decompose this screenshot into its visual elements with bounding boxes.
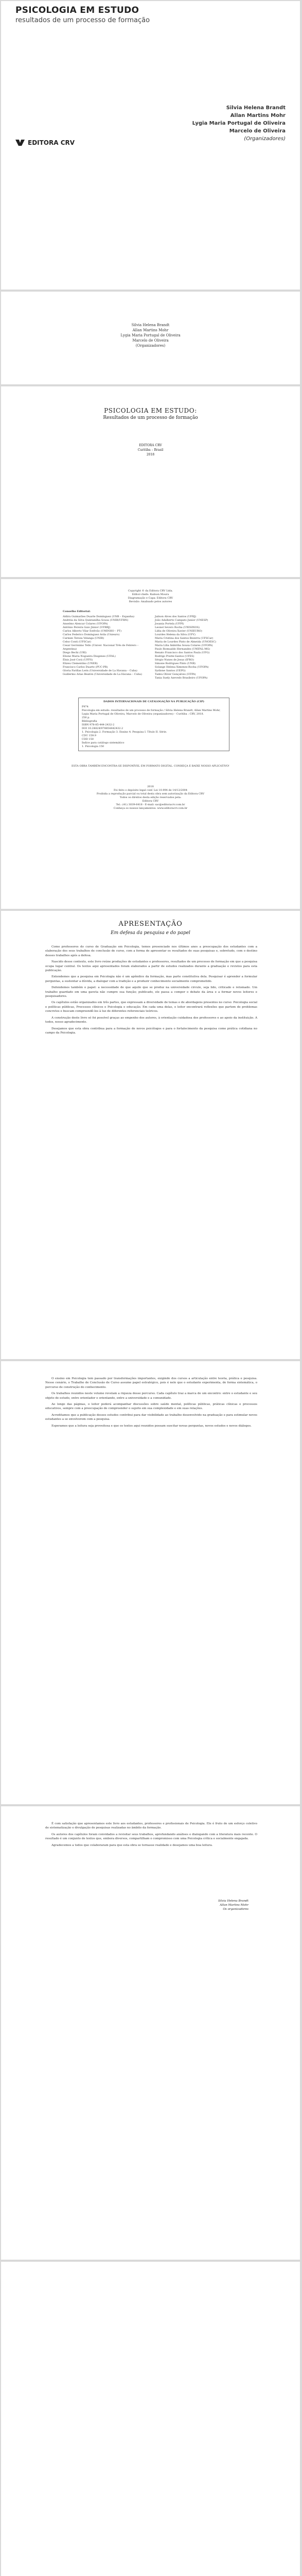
cover-subtitle: resultados de um processo de formação bbox=[15, 16, 150, 24]
title-page-authors bbox=[1, 323, 300, 348]
catalog-line: 1. Psicologia 150 bbox=[82, 745, 104, 748]
council-member: Francisco Carlos Duarte (PUC-PR) bbox=[63, 666, 108, 669]
catalog-card bbox=[78, 698, 229, 751]
paragraph: Ao longo das páginas, o leitor poderá acompanhar discussões sobre saúde mental, políticas públicas, práticas clínicas e processos educativos, sempre com a preocupação de compreender o sujeito em sua complexidade e em suas relações. bbox=[45, 1403, 257, 1411]
cover-page bbox=[1, 1, 300, 290]
catalog-title: DADOS INTERNACIONAIS DE CATALOGAÇÃO NA PUBLICAÇÃO (CIP) bbox=[103, 700, 204, 703]
council-member: Solange Helena Ximenes-Rocha (UFOPA) bbox=[155, 666, 209, 669]
council-member: Rodrigo Pratte-Santos (UFES) bbox=[155, 655, 194, 658]
text-page-signed bbox=[1, 1806, 300, 2260]
author-line: (Organizadores) bbox=[135, 344, 166, 348]
title-page bbox=[1, 386, 300, 577]
publisher-line: 2018 bbox=[146, 453, 155, 456]
presentation-title: APRESENTAÇÃO bbox=[118, 920, 183, 928]
author-line: Silvia Helena Brandt bbox=[131, 323, 170, 327]
council-member: Lourdes Helena da Silva (UFV) bbox=[155, 633, 196, 636]
cover-organizers bbox=[192, 104, 286, 143]
council-member: Maria Cristina dos Santos Bezerra (UFSCar) bbox=[155, 637, 214, 640]
publisher-logo bbox=[15, 139, 75, 146]
council-member: Anselmo Alencar Colares (UFOPA) bbox=[63, 622, 108, 625]
text-body bbox=[45, 1377, 257, 1430]
council-member: Élsio José Corá (UFFS) bbox=[63, 658, 93, 662]
catalog-line: Psicologia em estudo: resultados de um processo de formação / Silvia Helena Brandt, Allan Martins Mohr, Lygia Maria Portugal de Oliveira, Marcelo de Oliveira (organizadores) – Curitiba : CRV, 2018. bbox=[82, 709, 221, 716]
cover-title: PSICOLOGIA EM ESTUDO bbox=[15, 5, 139, 15]
paragraph: Defendemos também o papel: a necessidade de que aquilo que se produz na universidade circule, seja lido, criticado e retomado. Um trabalho guardado em uma gaveta não cumpre sua função; publicado, ele passa a compor o debate da área e a formar novos leitores e pesquisadores. bbox=[45, 986, 257, 998]
paragraph: Os trabalhos reunidos neste volume revelam a riqueza desse percurso. Cada capítulo traz a marca de um encontro: entre o estudante e seu objeto de estudo, entre orientador e orientando, entre a universidade e a comunidade. bbox=[45, 1392, 257, 1400]
publisher-contact bbox=[1, 785, 300, 810]
credit-line: Revisão: Analisado pelos autores bbox=[129, 600, 172, 603]
council-heading: Conselho Editorial: bbox=[63, 610, 91, 613]
crv-logo-icon bbox=[15, 140, 25, 146]
council-member: Maria de Lourdes Pinto de Almeida (UNOESC) bbox=[155, 640, 216, 643]
council-member: Paulo Romualdo Hernandes (UNIFAL-MG) bbox=[155, 648, 210, 651]
catalog-line: P974 bbox=[82, 705, 88, 708]
paragraph: É com satisfação que apresentamos este livro aos estudantes, professores e profissionais de Psicologia. Ele é fruto de um esforço coletivo de sistematização e divulgação de pesquisas realizadas no âmbito da formação. bbox=[45, 1822, 257, 1830]
publisher-contact-line: 2018 bbox=[147, 785, 154, 788]
council-member: Maria Lília Imbiriba Sousa Colares (UFOPA) bbox=[155, 644, 213, 647]
catalog-line: 256 p. bbox=[82, 716, 90, 719]
catalog-line: Bibliografia bbox=[82, 720, 97, 723]
paragraph: Como professores do curso de Graduação em Psicologia, temos presenciado nos últimos anos a preocupação dos estudantes com a elaboração dos seus trabalhos de conclusão de curso, com a forma de apresentar os resultados de suas pesquisas e, sobretudo, com o destino desses trabalhos após a defesa. bbox=[45, 945, 257, 957]
council-column-right bbox=[155, 615, 238, 680]
paragraph: Desejamos que esta obra contribua para a formação de novos psicólogos e para o fortalecimento da pesquisa como prática cotidiana no campo da Psicologia. bbox=[45, 1027, 257, 1035]
catalog-line: ISBN 978-85-444-2432-2 bbox=[82, 723, 115, 726]
council-column-left bbox=[63, 615, 146, 680]
author-line: Allan Martins Mohr bbox=[132, 328, 169, 332]
publisher-contact-line: Conheça os nossos lançamentos: www.editoracrv.com.br bbox=[113, 807, 188, 810]
council-member: Josania Portela (UFPI) bbox=[155, 622, 184, 625]
council-member: Jailson Alves dos Santos (UFRJ) bbox=[155, 615, 197, 618]
paragraph: Esperamos que a leitura seja proveitosa e que os textos aqui reunidos possam suscitar novas perguntas, novos estudos e novos diálogos. bbox=[51, 1424, 252, 1428]
council-member: Tania Suely Azevedo Brasileiro (UFOPA) bbox=[155, 676, 208, 680]
organizer-name: Marcelo de Oliveira bbox=[229, 128, 286, 134]
catalog-line: CDU 159.9 bbox=[82, 734, 96, 737]
paragraph: Agradecemos a todos que colaboraram para que esta obra se tornasse realidade e desejamos uma boa leitura. bbox=[51, 1843, 213, 1847]
publisher-contact-line: Proibida a reprodução parcial ou total desta obra sem autorização da Editora CRV bbox=[96, 792, 205, 795]
paragraph: A construção deste livro só foi possível graças ao empenho dos autores, à orientação cuidadosa dos professores e ao apoio da instituição. A todos, nosso agradecimento. bbox=[45, 1016, 257, 1024]
paragraph: Acreditamos que a publicação desses estudos contribui para dar visibilidade ao trabalho desenvolvido na graduação e para estimular novos estudantes a se envolverem com a pesquisa. bbox=[45, 1413, 257, 1421]
editorial-council bbox=[63, 610, 238, 680]
author-line: Marcelo de Oliveira bbox=[132, 338, 169, 343]
council-member: Elizeu Clementino (UNEB) bbox=[63, 662, 98, 665]
credit-line: Copyright © da Editora CRV Ltda. bbox=[128, 589, 173, 592]
title-page-publisher bbox=[1, 443, 300, 457]
presentation-page bbox=[1, 911, 300, 1359]
signature-line: Allan Martins Mohr bbox=[220, 1904, 248, 1907]
publisher-contact-line: Editora CRV bbox=[142, 800, 159, 803]
council-member: Sérgio Nunes de Jesus (IFRO) bbox=[155, 658, 194, 662]
publisher-line: EDITORA CRV bbox=[139, 444, 162, 447]
catalog-line: Índice para catálogo sistemático bbox=[82, 741, 125, 744]
credit-line: Diagramação e Capa: Editora CRV bbox=[128, 597, 173, 600]
signature-line: Os organizadores bbox=[223, 1908, 248, 1911]
organizer-name: Lygia Maria Portugal de Oliveira bbox=[192, 121, 286, 126]
council-member: Guillermo Arias Beatón (Universidade de La Havana – Cuba) bbox=[63, 673, 142, 676]
paragraph: Nascido desse contexto, este livro reúne produções de estudantes e professores, resultados de um processo de formação em que a pesquisa ocupa lugar central. Os textos aqui apresentados foram elaborados a partir de estudos realizados durante a graduação e revistos para esta publicação. bbox=[45, 960, 257, 973]
paragraph: O ensino em Psicologia tem passado por transformações importantes, exigindo dos cursos a articulação entre teoria, prática e pesquisa. Nesse cenário, o Trabalho de Conclusão de Curso assume papel estratégico, pois é nele que o estudante experimenta, de forma sistemática, o percurso de construção do conhecimento. bbox=[45, 1377, 257, 1389]
publisher-contact-line: Tel.: (41) 3039-6418 - E-mail: sac@editoracrv.com.br bbox=[116, 803, 185, 806]
catalog-lines bbox=[82, 705, 226, 749]
title-page-title: PSICOLOGIA EM ESTUDO: bbox=[104, 407, 197, 414]
council-member: Gloria Fariñas León (Universidade de La Havana – Cuba) bbox=[63, 669, 137, 672]
credit-line: Editor-chefe: Railson Moura bbox=[132, 593, 169, 596]
council-member: Tadeu Oliver Gonçalves (UFPA) bbox=[155, 673, 196, 676]
paragraph: Os autores dos capítulos foram convidados a revisitar seus trabalhos, aprofundando análises e dialogando com a literatura mais recente. O resultado é um conjunto de textos que, embora diversos, compartilham o compromisso com uma Psicologia crítica e socialmente engajada. bbox=[45, 1833, 257, 1841]
council-member: Elione Maria Nogueira Diogenes (UFAL) bbox=[63, 655, 116, 658]
paragraph: Os capítulos estão organizados em três partes, que expressam a diversidade de temas e de abordagens presentes no curso: Psicologia social e políticas públicas, Processos clínicos e Psicologia e educação. Em cada uma delas, o leitor encontrará reflexões que partem de problemas concretos e buscam compreendê-los à luz de diferentes referenciais teóricos. bbox=[45, 1001, 257, 1013]
council-member: Leonel Severo Rocha (UNISINOS) bbox=[155, 626, 200, 629]
catalog-line: CDD 150 bbox=[82, 738, 94, 741]
presentation-subtitle: Em defesa da pesquisa e do papel bbox=[111, 930, 190, 936]
publisher-contact-line: Foi feito o depósito legal conf. Lei 10.994 de 14/12/2004 bbox=[113, 789, 188, 792]
council-member: Cesar Gerónimo Tello (Univer. Nacional Três de Febrero – Argentina) bbox=[63, 644, 139, 651]
presentation-body bbox=[45, 945, 257, 1037]
council-member: Diego Bechi (URI) bbox=[63, 651, 87, 654]
council-member: Renato Francisco dos Santos Paula (UFG) bbox=[155, 651, 210, 654]
council-member: Carlos Alberto Vilar Estêvão (UMINHO – PT) bbox=[63, 630, 122, 633]
council-member: Antônio Pereira Gaio Júnior (UFRRJ) bbox=[63, 626, 111, 629]
catalog-line: 1. Psicologia 2. Formação 3. Ensino 4. Pesquisa I. Título II. Série. bbox=[82, 731, 167, 734]
council-member: João Adalberto Campato Junior (UNESP) bbox=[155, 619, 208, 622]
organizer-name: Silvia Helena Brandt bbox=[226, 105, 286, 111]
publisher-contact-line: Todos os direitos desta edição reservados pela: bbox=[119, 796, 182, 799]
council-member: Aldira Guimarães Duarte Domínguez (UNB – Espanha) bbox=[63, 615, 134, 618]
council-member: Sydione Santos (UEPG) bbox=[155, 669, 186, 672]
council-member: Carlos Federico Dominguez Avila (Unieuro) bbox=[63, 633, 120, 636]
publisher-logo-text: EDITORA CRV bbox=[28, 139, 75, 146]
council-member: Celso Conti (UFSCar) bbox=[63, 640, 92, 643]
council-member: Simone Rodrigues Pinto (UNB) bbox=[155, 662, 196, 665]
catalog-line: DOI 10.24824/978854442432.2 bbox=[82, 727, 123, 730]
copyright-credits bbox=[1, 589, 300, 604]
organizer-role: (Organizadores) bbox=[244, 136, 286, 142]
blank-page bbox=[1, 2262, 300, 2576]
text-body bbox=[45, 1822, 257, 1850]
council-member: Andréia da Silva Quintanilha Sousa (UNIR/UFRN) bbox=[63, 619, 129, 622]
paragraph: Entendemos que a pesquisa em Psicologia não é um apêndice da formação, mas parte constitutiva dela. Pesquisar é aprender a formular perguntas, a sustentar a dúvida, a dialogar com a tradição e a produzir conhecimento socialmente comprometido. bbox=[45, 975, 257, 983]
organizer-name: Allan Martins Mohr bbox=[230, 113, 286, 118]
author-line: Lygia Maria Portugal de Oliveira bbox=[120, 333, 181, 337]
publisher-line: Curitiba – Brasil bbox=[137, 448, 164, 452]
text-page bbox=[1, 1361, 300, 1804]
council-member: Lídia de Oliveira Xavier (UNIEURO) bbox=[155, 630, 202, 633]
signature-line: Silvia Helena Brandt bbox=[218, 1900, 248, 1903]
copyright-page bbox=[1, 579, 300, 909]
half-title-page bbox=[1, 292, 300, 384]
council-member: Carmen Tereza Velanga (UNIR) bbox=[63, 637, 104, 640]
title-page-subtitle: Resultados de um processo de formação bbox=[103, 415, 198, 420]
rights-notice: ESTA OBRA TAMBÉM ENCONTRA-SE DISPONÍVEL EM FORMATO DIGITAL. CONHEÇA E BAIXE NOSSO APLICATIVO! bbox=[72, 765, 229, 768]
signature-block bbox=[218, 1899, 248, 1911]
